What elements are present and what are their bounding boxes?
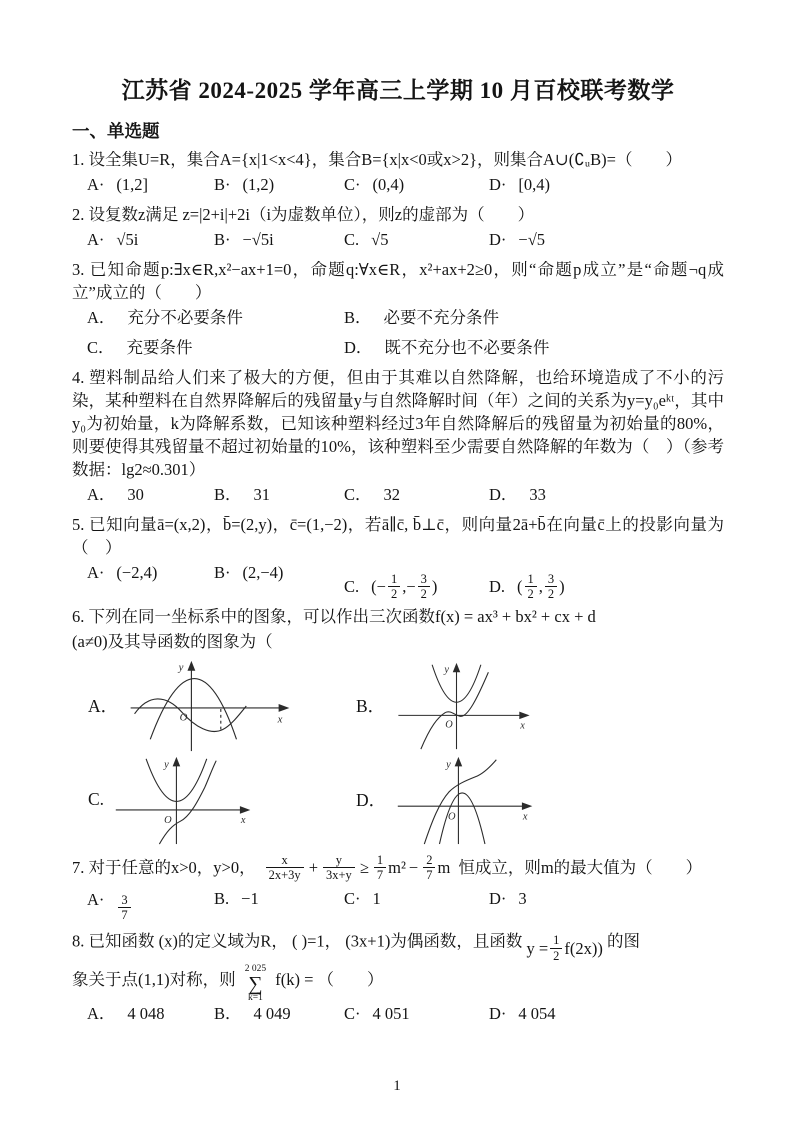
question-2-option-a: A· √5i (87, 230, 139, 249)
question-1-option-d: D· [0,4) (489, 175, 551, 194)
question-5-option-c: C. (− $\frac{1}{2}$ ,− $\frac{3}{2}$ ) (344, 572, 438, 602)
question-1-option-a: A· (1,2] (87, 175, 149, 194)
axis-y-label: y (446, 759, 451, 771)
question-5-options (72, 561, 724, 602)
question-8-stem-line2: 象关于点(1,1)对称，则 2 025 ∑ k=1 f(k) = （ ） (72, 964, 384, 1003)
fraction: $\frac{1}{2}$ (388, 572, 400, 602)
graph-b-plot (389, 657, 539, 755)
question-5-option-b: B· (2,−4) (214, 563, 284, 582)
question-1-options (72, 173, 724, 197)
question-5-option-a: A· (−2,4) (87, 563, 158, 582)
origin-label: O (448, 811, 456, 823)
graph-a-label: A． (88, 696, 119, 717)
question-7-inequality: $\frac{x}{2x+3y}$ + $\frac{y}{3x+y}$ ≥ $\frac{1}{7}$ m² − $\frac{2}{7}$ m (264, 853, 451, 883)
question-4-stem: 4. 塑料制品给人们来了极大的方便，但由于其难以自然降解，也给环境造成了不小的污染，某种塑料在自然界降解后的残留量y与自然降解时间（年）之间的关系为y=y₀eᵏᵗ，其中y₀为初始量，k为降解系数，已知该种塑料经过3年自然降解后的残留量为初始量的80%，则要使得其残留量不超过初始量的10%，该种塑料至少需要自然降解的年数为（ ）（参考数据：lg2≈0.301） (72, 368, 724, 479)
fraction: $\frac{3}{7}$ (118, 893, 130, 923)
graph-b-label: B． (356, 696, 386, 717)
axis-y-label: y (164, 759, 169, 771)
question-4-option-a: A． 30 (87, 485, 144, 504)
graph-c-plot (108, 755, 260, 845)
question-4-option-d: D． 33 (489, 485, 546, 504)
question-8-option-a: A． 4 048 (87, 1004, 165, 1023)
question-2-options (72, 228, 724, 252)
graphs-row-2 (76, 755, 724, 845)
question-6-stem-line1: 6. 下列在同一坐标系中的图象，可以作出三次函数f(x) = ax³ + bx² + cx + d (72, 606, 596, 626)
axis-y-label: y (178, 661, 184, 674)
question-8-function-formula: y = $\frac{1}{2}$ f(2x)) (526, 933, 603, 963)
origin-label: O (445, 719, 453, 731)
question-3-option-c: C． 充要条件 (87, 338, 193, 357)
question-7-option-d: D· 3 (489, 888, 527, 908)
graph-d-plot (390, 755, 542, 845)
question-6-graphs (76, 657, 724, 845)
question-8-stem-line1: 8. 已知函数 (x)的定义域为R， ( )=1， (3x+1)为偶函数，且函数 y = $\frac{1}{2}$ f(2x)) 的图 (72, 931, 641, 963)
fraction: $\frac{2}{7}$ (423, 853, 435, 883)
question-4-options (72, 483, 724, 507)
graph-d-label: D． (356, 790, 387, 811)
fraction: $\frac{x}{2x+3y}$ (266, 853, 304, 883)
question-1 (72, 148, 724, 197)
graph-option-b (356, 657, 724, 755)
question-7-option-c: C· 1 (344, 888, 381, 908)
origin-label: O (164, 814, 172, 826)
question-3-options-row2 (72, 336, 724, 360)
question-1-option-b: B· (1,2) (214, 175, 275, 194)
page-number: 1 (393, 1078, 401, 1094)
question-2-option-c: C. √5 (344, 230, 389, 249)
fraction: $\frac{1}{2}$ (550, 933, 562, 963)
graph-option-d (356, 755, 724, 845)
question-6-stem-line2: (a≠0)及其导函数的图象为（ (72, 631, 273, 651)
axis-y-label: y (444, 664, 450, 675)
graph-a-plot (122, 657, 300, 755)
question-4 (72, 366, 724, 507)
graph-option-c (88, 755, 356, 845)
fraction: $\frac{3}{2}$ (418, 572, 430, 602)
fraction: $\frac{1}{7}$ (374, 853, 386, 883)
question-6 (72, 605, 724, 845)
fraction: $\frac{1}{2}$ (525, 572, 537, 602)
axis-x-label: x (522, 811, 528, 823)
question-8-option-d: D· 4 054 (489, 1004, 556, 1023)
graph-option-a (88, 657, 356, 755)
axis-x-label: x (240, 814, 246, 826)
paper-title: 江苏省 2024-2025 学年高三上学期 10 月百校联考数学 (121, 78, 675, 103)
question-7-stem: 7. 对于任意的x>0，y>0， $\frac{x}{2x+3y}$ + $\frac{y}{3x+y}$ ≥ $\frac{1}{7}$ m² − $\frac{2}{7}$ m 恒成立，则m的最大值为（ ） (72, 852, 703, 883)
question-1-option-c: C· (0,4) (344, 175, 405, 194)
question-3-option-d: D． 既不充分也不必要条件 (344, 338, 550, 357)
question-8-option-b: B． 4 049 (214, 1004, 291, 1023)
question-7-option-a: A· $\frac{3}{7}$ (87, 887, 214, 917)
section-heading: 一、单选题 (72, 121, 160, 141)
question-3 (72, 258, 724, 360)
fraction: $\frac{3}{2}$ (545, 572, 557, 602)
question-2 (72, 203, 724, 252)
question-7 (72, 852, 724, 922)
question-1-stem: 1. 设全集U=R，集合A={x|1<x<4}，集合B={x|x<0或x>2}，则集合A∪(∁ᵤB)=（ ） (72, 150, 682, 169)
question-8-options (72, 1002, 724, 1026)
graphs-row-1 (76, 657, 724, 755)
question-3-option-a: A． 充分不必要条件 (87, 308, 243, 327)
sigma-symbol: ∑ (248, 972, 263, 995)
question-5-stem: 5. 已知向量ā=(x,2)，b̄=(2,y)，c̄=(1,−2)，若ā∥c̄, b̄⊥c̄，则向量2ā+b̄在向量c̄上的投影向量为（ ） (72, 515, 724, 557)
question-2-stem: 2. 设复数z满足 z=|2+i|+2i（i为虚数单位），则z的虚部为（ ） (72, 205, 535, 224)
question-4-option-b: B． 31 (214, 485, 271, 504)
axis-x-label: x (520, 720, 526, 732)
question-8 (72, 926, 724, 1026)
question-8-option-c: C· 4 051 (344, 1004, 410, 1023)
question-3-option-b: B． 必要不充分条件 (344, 308, 500, 327)
question-5 (72, 513, 724, 602)
question-7-option-b: B. −1 (214, 888, 259, 908)
question-2-option-b: B· −√5i (214, 230, 274, 249)
question-5-option-d: D. ( $\frac{1}{2}$ , $\frac{3}{2}$ ) (489, 572, 565, 602)
question-3-options-row1 (72, 306, 724, 330)
question-7-options (72, 887, 724, 922)
graph-c-label: C. (88, 789, 105, 810)
question-4-option-c: C． 32 (344, 485, 401, 504)
origin-label: O (179, 711, 188, 724)
summation: 2 025 ∑ k=1 (244, 964, 267, 1003)
question-2-option-d: D· −√5 (489, 230, 546, 249)
fraction: $\frac{y}{3x+y}$ (323, 853, 355, 883)
axis-x-label: x (277, 713, 283, 726)
question-3-stem: 3. 已知命题p:∃x∈R,x²−ax+1=0，命题q:∀x∈R，x²+ax+2≥0，则“命题p成立”是“命题¬q成立”成立的（ ） (72, 260, 724, 302)
